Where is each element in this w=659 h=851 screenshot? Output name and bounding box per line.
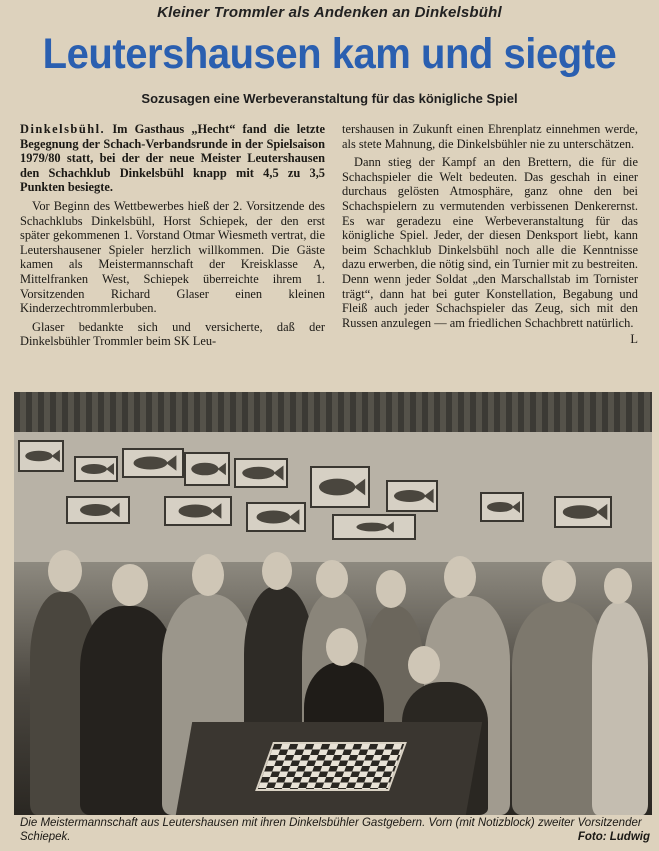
caption-text: Die Meistermannschaft aus Leutershausen mit ihren Dinkelsbühler Gastgebern. Vorn (mit Notizblock) zweiter Vorsitzender Schiepek. [20, 817, 642, 843]
lead-paragraph [20, 122, 325, 195]
team-photo [14, 392, 652, 815]
article-column-left [20, 122, 325, 353]
person-head [542, 560, 576, 602]
fish-picture [310, 466, 370, 508]
fish-picture [184, 452, 230, 486]
person-head [376, 570, 406, 608]
kicker: Kleiner Trommler als Andenken an Dinkelsbühl [157, 4, 502, 21]
author-signature: L [630, 332, 638, 347]
person-head [604, 568, 632, 604]
fish-picture [554, 496, 612, 528]
paragraph-2: Vor Beginn des Wettbewerbes hieß der 2. Vorsitzende des Schachklubs Dinkelsbühl, Horst Schiepek, der den erst später gekommenen 1. Vorstand Otmar Wiesmeth vertrat, die Leutershausener Spieler herzlich willkommen. Die Gäste kamen als Meistermannschaft der Kreisklasse A, Mittelfranken West, Schiepek überreichte ihrem 1. Vorsitzenden Richard Glaser einen kleinen Kinderzechtrommlerbuben. [20, 198, 325, 316]
article-column-right [342, 122, 638, 347]
dateline: Dinkelsbühl. [20, 122, 106, 136]
fish-picture [246, 502, 306, 532]
photo-credit: Foto: Ludwig [577, 830, 650, 843]
fish-picture [332, 514, 416, 540]
person-head [192, 554, 224, 596]
person-head [444, 556, 476, 598]
paragraph-4: Dann stieg der Kampf an den Brettern, die für die Schachspieler die Welt bedeuten. Das geschah in einer durchaus gelösten Atmosphäre, ganz ohne den bei Schachspielern zu vermutenden verbissenen Denkerernst. Es war geradezu eine Werbeveranstaltung für das königliche Spiel. Jeder, der diesen Denksport liebt, kann beim Schachklub Dinkelsbühl noch alle die Kenntnisse dazu erwerben, die nötig sind, ein Turnier mit zu bestreiten. Denn wenn jeder Soldat „den Marschallstab im Tornister trägt“, dann hat bei guter Konstellation, Begabung und Fleiß auch jeder Schachspieler das Zeug, sich mit den Russen anzulegen — am friedlichen Schachbrett natürlich. [342, 155, 638, 330]
person-head [112, 564, 148, 606]
headline: Leutershausen kam und siegte [42, 30, 617, 78]
person-head [48, 550, 82, 592]
fish-picture [234, 458, 288, 488]
fish-picture [18, 440, 64, 472]
person [592, 602, 648, 815]
fish-picture [122, 448, 184, 478]
lead-text: Im Gasthaus „Hecht“ fand die letzte Begegnung der Schach-Verbandsrunde in der Spielsaison 1979/80 statt, bei der der neue Meister Leutershausen den Schachklub Dinkelsbühl knapp mit 4,5 zu 3,5 Punkten besiegte. [20, 122, 325, 195]
fish-picture [74, 456, 118, 482]
chessboard [255, 742, 407, 791]
paragraph-3: Glaser bedankte sich und versicherte, daß der Dinkelsbühler Trommler beim SK Leu- [20, 319, 325, 349]
fish-picture [164, 496, 232, 526]
person-head [316, 560, 348, 598]
fish-picture [480, 492, 524, 522]
person-head [326, 628, 358, 666]
person-head [408, 646, 440, 684]
paragraph-3-continued: tershausen in Zukunft einen Ehrenplatz einnehmen werde, als stete Mahnung, die Dinkelsbühler nie zu unterschätzen. [342, 122, 638, 151]
photo-ceiling [14, 392, 652, 432]
fish-picture [386, 480, 438, 512]
person-head [262, 552, 292, 590]
subhead: Sozusagen eine Werbeveranstaltung für das königliche Spiel [141, 91, 518, 106]
fish-picture [66, 496, 130, 524]
photo-caption [20, 817, 650, 844]
